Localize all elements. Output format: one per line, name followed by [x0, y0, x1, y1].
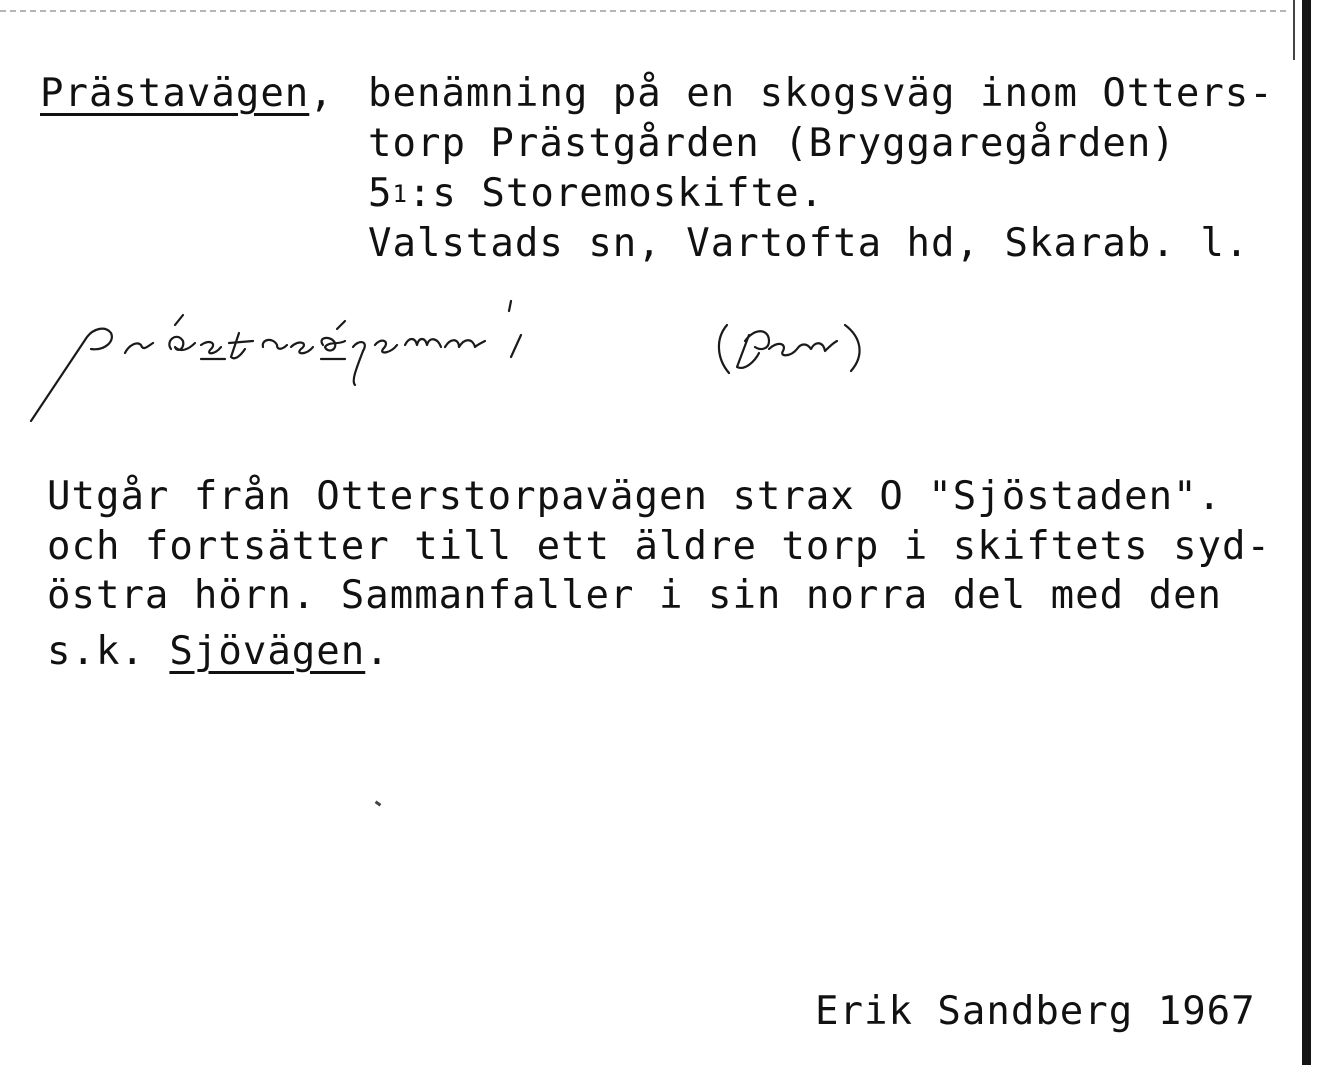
parcel-rest: :s Storemoskifte. — [407, 171, 825, 216]
signature: Erik Sandberg 1967 — [815, 989, 1256, 1034]
paper-speck — [375, 801, 382, 807]
handwritten-annotation — [25, 285, 905, 425]
headword-comma: , — [309, 71, 334, 116]
body-line-2: och fortsätter till ett äldre torp i skiftets syd- — [47, 524, 1271, 569]
body-line-4-period: . — [365, 629, 390, 674]
body-line-3: östra hörn. Sammanfaller i sin norra del med den — [47, 573, 1223, 618]
location-line: Valstads sn, Vartofta hd, Skarab. l. — [368, 221, 1250, 266]
body-line-4-prefix: s.k. — [47, 629, 170, 674]
parcel-superscript: 1 — [392, 180, 408, 208]
card-right-edge-mark — [1293, 0, 1295, 60]
headword: Prästavägen — [40, 71, 310, 116]
definition-line-1: benämning på en skogsväg inom Otters- — [368, 71, 1274, 116]
cross-reference: Sjövägen — [169, 629, 366, 674]
card-right-edge — [1302, 0, 1311, 1065]
headword-line — [40, 72, 334, 116]
parcel-number: 5 — [368, 171, 393, 216]
definition-line-3 — [368, 172, 824, 220]
card-top-edge — [0, 10, 1290, 12]
body-line-4 — [47, 630, 390, 674]
definition-line-2: torp Prästgården (Bryggaregården) — [368, 121, 1176, 166]
body-line-1: Utgår från Otterstorpavägen strax O "Sjöstaden". — [47, 474, 1223, 519]
